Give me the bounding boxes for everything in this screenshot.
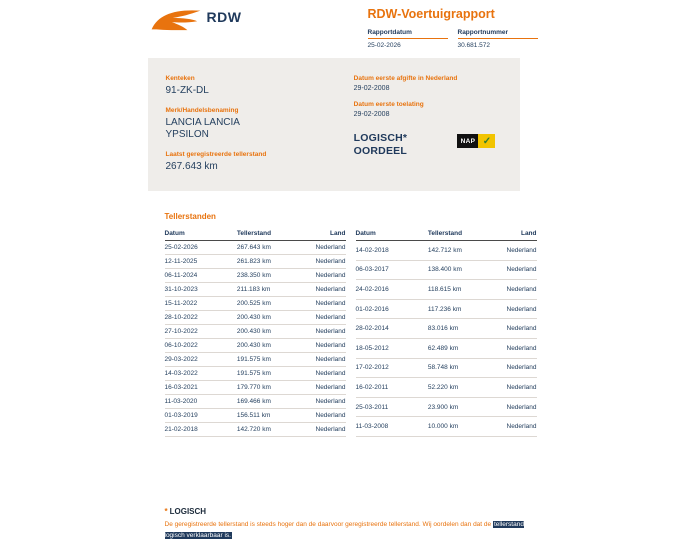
table-cell: 11-03-2008: [356, 417, 428, 437]
rdw-logo: [148, 7, 242, 37]
nap-logo-text: NAP: [457, 134, 478, 148]
eerste-afgifte-label: Datum eerste afgifte in Nederland: [353, 75, 458, 82]
table-cell: 16-03-2021: [165, 381, 237, 395]
footnote: [165, 507, 543, 541]
table-cell: 200.430 km: [237, 311, 309, 325]
table-cell: Nederland: [500, 260, 536, 280]
oordeel-line2: OORDEEL: [353, 144, 407, 157]
report-date-label: Rapportdatum: [368, 29, 448, 39]
table-row: [356, 397, 537, 417]
eerste-toelating-label: Datum eerste toelating: [353, 101, 424, 108]
footnote-title-text: LOGISCH: [169, 507, 207, 516]
merk-value: LANCIA LANCIA YPSILON: [165, 116, 240, 140]
table-cell: Nederland: [309, 395, 345, 409]
report-date-block: [368, 29, 448, 49]
table-cell: 52.220 km: [428, 378, 500, 398]
table-cell: 23.900 km: [428, 397, 500, 417]
table-cell: 267.643 km: [237, 241, 309, 255]
nap-logo: [457, 134, 495, 148]
report-meta-columns: [368, 29, 538, 49]
column-header-land: Land: [309, 228, 345, 241]
table-cell: 18-05-2012: [356, 338, 428, 358]
table-cell: Nederland: [500, 397, 536, 417]
table-row: [165, 339, 346, 353]
table-cell: 156.511 km: [237, 409, 309, 423]
table-cell: 29-03-2022: [165, 353, 237, 367]
tellerstanden-table-right: [356, 228, 537, 437]
table-row: [165, 311, 346, 325]
table-cell: 238.350 km: [237, 269, 309, 283]
table-cell: 28-10-2022: [165, 311, 237, 325]
table-row: [165, 255, 346, 269]
table-cell: Nederland: [309, 409, 345, 423]
table-body: [356, 241, 537, 437]
table-cell: Nederland: [309, 297, 345, 311]
tellerstanden-heading: Tellerstanden: [164, 212, 216, 221]
table-cell: 200.430 km: [237, 339, 309, 353]
table-cell: 15-11-2022: [165, 297, 237, 311]
table-cell: 142.712 km: [428, 241, 500, 261]
table-cell: Nederland: [309, 283, 345, 297]
page-title: RDW-Voertuigrapport: [367, 7, 495, 21]
table-row: [165, 409, 346, 423]
table-row: [356, 241, 537, 261]
report-date-value: 25-02-2026: [367, 42, 401, 49]
footnote-text: [165, 520, 543, 541]
footnote-text-plain: De geregistreerde tellerstand is steeds hoger dan de daarvoor geregistreerde tellerstand. Wij oordelen dan dat de: [164, 521, 493, 528]
table-row: [165, 367, 346, 381]
table-cell: 58.748 km: [428, 358, 500, 378]
table-row: [356, 299, 537, 319]
table-cell: 200.525 km: [237, 297, 309, 311]
column-header-datum: Datum: [356, 228, 428, 241]
table-row: [165, 395, 346, 409]
table-row: [356, 319, 537, 339]
report-number-block: [458, 29, 538, 49]
table-header: [165, 228, 346, 241]
table-cell: Nederland: [500, 280, 536, 300]
report-page: [148, 0, 538, 541]
summary-right-column: [354, 75, 502, 173]
table-cell: 83.016 km: [428, 319, 500, 339]
table-cell: Nederland: [500, 417, 536, 437]
table-cell: 169.466 km: [237, 395, 309, 409]
table-row: [356, 280, 537, 300]
tellerstanden-section-wrapper: [165, 212, 538, 541]
tellerstanden-section: [165, 212, 538, 437]
table-cell: Nederland: [500, 338, 536, 358]
table-cell: 14-03-2022: [165, 367, 237, 381]
table-row: [356, 358, 537, 378]
table-cell: Nederland: [500, 299, 536, 319]
table-header: [356, 228, 537, 241]
kenteken-label: Kenteken: [165, 75, 195, 82]
table-cell: 06-11-2024: [165, 269, 237, 283]
table-cell: Nederland: [500, 241, 536, 261]
table-row: [165, 325, 346, 339]
column-header-tellerstand: Tellerstand: [237, 228, 309, 241]
table-cell: 142.720 km: [237, 423, 309, 437]
table-row: [165, 423, 346, 437]
table-cell: 191.575 km: [237, 367, 309, 381]
table-cell: 01-03-2019: [165, 409, 237, 423]
table-cell: Nederland: [309, 255, 345, 269]
report-meta: [368, 7, 538, 49]
table-cell: 14-02-2018: [356, 241, 428, 261]
table-cell: Nederland: [309, 381, 345, 395]
oordeel-line1: LOGISCH*: [353, 132, 408, 144]
footnote-text-highlight: tellerstand logisch verklaarbaar is.: [164, 521, 524, 539]
vehicle-summary-panel: [148, 58, 520, 191]
table-row: [165, 283, 346, 297]
nap-check-icon: ✓: [478, 134, 495, 148]
table-cell: 12-11-2025: [165, 255, 237, 269]
column-header-tellerstand: Tellerstand: [428, 228, 500, 241]
table-cell: 62.489 km: [428, 338, 500, 358]
rdw-logo-text: RDW: [206, 9, 242, 25]
table-cell: 27-10-2022: [165, 325, 237, 339]
tellerstanden-table-left: [165, 228, 346, 437]
summary-left-column: [166, 75, 354, 173]
table-cell: 117.236 km: [428, 299, 500, 319]
table-body: [165, 241, 346, 437]
table-cell: Nederland: [309, 423, 345, 437]
table-cell: Nederland: [309, 241, 345, 255]
table-row: [356, 417, 537, 437]
table-cell: 211.183 km: [237, 283, 309, 297]
table-cell: Nederland: [309, 353, 345, 367]
table-cell: 16-02-2011: [356, 378, 428, 398]
oordeel-row: [354, 132, 502, 157]
table-cell: 28-02-2014: [356, 319, 428, 339]
table-cell: 138.400 km: [428, 260, 500, 280]
table-cell: 179.770 km: [237, 381, 309, 395]
table-cell: 06-03-2017: [356, 260, 428, 280]
table-cell: 17-02-2012: [356, 358, 428, 378]
table-cell: 31-10-2023: [165, 283, 237, 297]
table-cell: 10.000 km: [428, 417, 500, 437]
table-cell: Nederland: [500, 319, 536, 339]
table-row: [356, 260, 537, 280]
header: [148, 7, 538, 49]
laatste-tellerstand-value: 267.643 km: [165, 160, 218, 172]
table-row: [356, 378, 537, 398]
table-cell: 06-10-2022: [165, 339, 237, 353]
kenteken-value: 91-ZK-DL: [165, 85, 209, 96]
table-row: [165, 241, 346, 255]
table-cell: 191.575 km: [237, 353, 309, 367]
table-cell: Nederland: [309, 339, 345, 353]
report-number-label: Rapportnummer: [458, 29, 538, 39]
table-cell: 24-02-2016: [356, 280, 428, 300]
table-cell: 261.823 km: [237, 255, 309, 269]
table-cell: 01-02-2016: [356, 299, 428, 319]
eerste-afgifte-value: 29-02-2008: [353, 85, 390, 92]
table-row: [356, 338, 537, 358]
table-cell: 118.615 km: [428, 280, 500, 300]
table-cell: 25-02-2026: [165, 241, 237, 255]
footnote-asterisk: *: [164, 507, 168, 516]
merk-label: Merk/Handelsbenaming: [165, 106, 239, 114]
report-number-value: 30.681.572: [457, 42, 491, 49]
rdw-feather-icon: [150, 7, 202, 37]
column-header-land: Land: [500, 228, 536, 241]
table-cell: 11-03-2020: [165, 395, 237, 409]
table-row: [165, 353, 346, 367]
table-cell: 25-03-2011: [356, 397, 428, 417]
table-cell: Nederland: [309, 311, 345, 325]
column-header-datum: Datum: [165, 228, 237, 241]
footnote-title: [165, 507, 543, 516]
table-cell: Nederland: [500, 378, 536, 398]
table-cell: Nederland: [500, 358, 536, 378]
laatste-tellerstand-label: Laatst geregistreerde tellerstand: [165, 150, 267, 158]
oordeel-text: [354, 132, 408, 157]
table-cell: 200.430 km: [237, 325, 309, 339]
table-row: [165, 381, 346, 395]
table-cell: Nederland: [309, 269, 345, 283]
table-row: [165, 269, 346, 283]
eerste-toelating-value: 29-02-2008: [353, 111, 390, 118]
table-cell: Nederland: [309, 367, 345, 381]
table-row: [165, 297, 346, 311]
tellerstanden-tables: [165, 228, 538, 437]
table-cell: 21-02-2018: [165, 423, 237, 437]
table-cell: Nederland: [309, 325, 345, 339]
